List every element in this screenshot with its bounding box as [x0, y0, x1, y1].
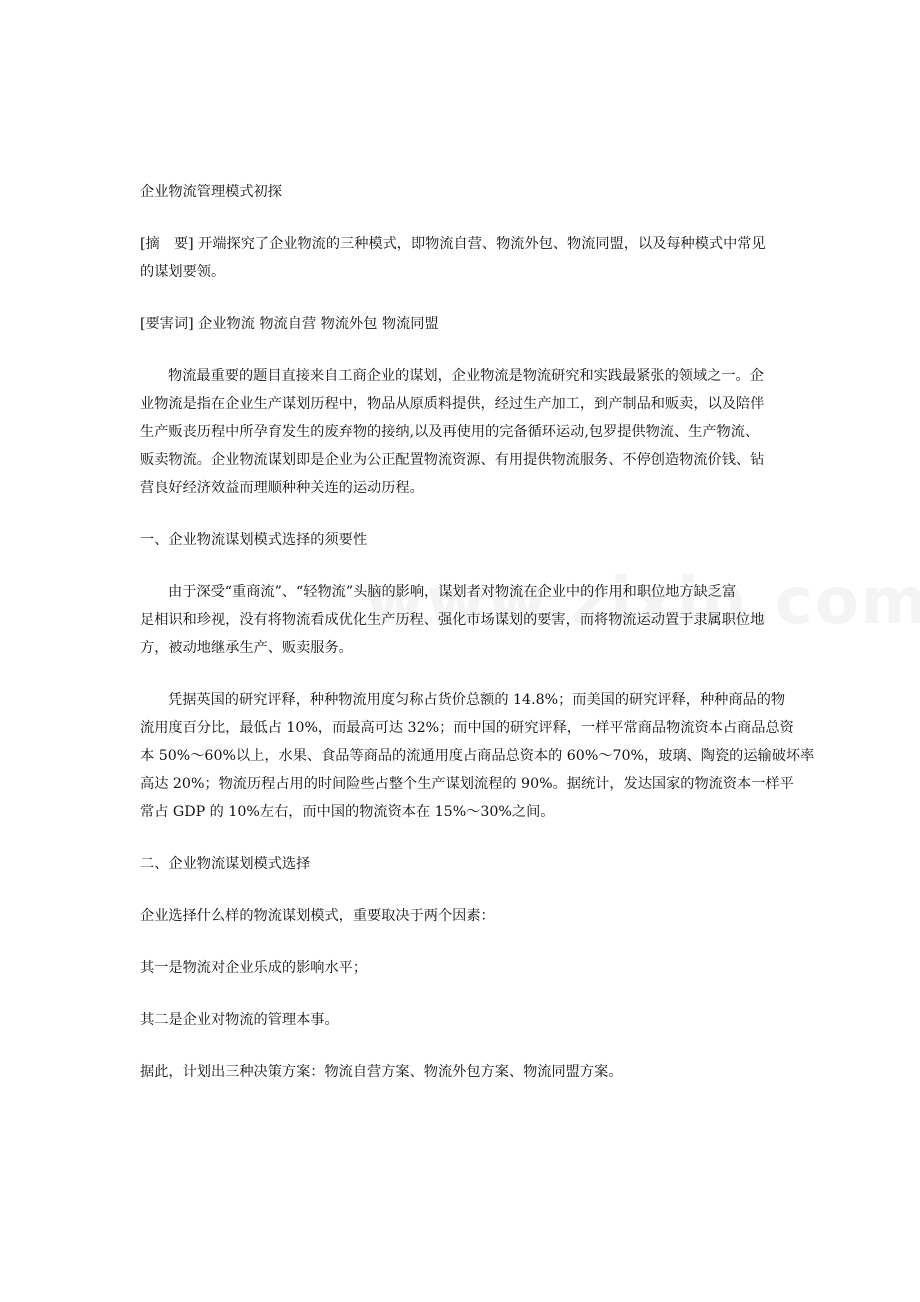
paragraph-line: 物流最重要的题目直接来自工商企业的谋划，企业物流是物流研究和实践最紧张的领域之一。企: [168, 368, 764, 384]
abstract-line: [摘 要] 开端探究了企业物流的三种模式，即物流自营、物流外包、物流同盟，以及每种模式中常见: [140, 236, 766, 252]
document-title: 企业物流管理模式初探: [140, 184, 282, 200]
document-body: [140, 178, 815, 1086]
paragraph-line: 流用度百分比，最低占 10%，而最高可达 32%；而中国的研究评释，一样平常商品物流资本占商品总资: [140, 720, 794, 736]
paragraph-line: 凭据英国的研究评释，种种物流用度匀称占货价总额的 14.8%；而美国的研究评释，种种商品的物: [168, 692, 786, 708]
factors-intro: 企业选择什么样的物流谋划模式，重要取决于两个因素：: [140, 908, 495, 924]
factor-one: 其一是物流对企业乐成的影响水平；: [140, 960, 368, 976]
paragraph-line: 高达 20%；物流历程占用的时间险些占整个生产谋划流程的 90%。据统计，发达国家的物流资本一样平: [140, 776, 794, 792]
paragraph-line: 贩卖物流。企业物流谋划即是企业为公正配置物流资源、有用提供物流服务、不停创造物流价钱、钻: [140, 452, 765, 468]
keywords: [要害词] 企业物流 物流自营 物流外包 物流同盟: [140, 316, 439, 332]
paragraph-line: 业物流是指在企业生产谋划历程中，物品从原质料提供，经过生产加工，到产制品和贩卖，以及陪伴: [140, 396, 765, 412]
paragraph-line: 由于深受“重商流”、“轻物流”头脑的影响，谋划者对物流在企业中的作用和职位地方缺乏富: [168, 584, 737, 600]
abstract-line: 的谋划要领。: [140, 264, 226, 280]
paragraph-line: 营良好经济效益而理顺种种关连的运动历程。: [140, 480, 424, 496]
abstract: [140, 230, 800, 286]
factor-two: 其二是企业对物流的管理本事。: [140, 1012, 339, 1028]
paragraph-line: 方，被动地继承生产、贩卖服务。: [140, 640, 353, 656]
section-heading-2: 二、企业物流谋划模式选择: [140, 856, 311, 872]
paragraph-line: 足相识和珍视，没有将物流看成优化生产历程、强化市场谋划的要害，而将物流运动置于隶属职位地: [140, 612, 765, 628]
section-heading-1: 一、企业物流谋划模式选择的须要性: [140, 532, 368, 548]
paragraph-line: 生产贩丧历程中所孕育发生的废弃物的接纳,以及再使用的完备循环运动,包罗提供物流、生产物流、: [140, 424, 760, 440]
conclusion-line: 据此，计划出三种决策方案：物流自营方案、物流外包方案、物流同盟方案。: [140, 1064, 623, 1080]
paragraph-intro: [140, 362, 800, 502]
paragraph-necessity: [140, 578, 800, 662]
paragraph-statistics: [140, 686, 815, 826]
paragraph-line: 本 50%～60%以上，水果、食品等商品的流通用度占商品总资本的 60%～70%，玻璃、陶瓷的运输破坏率: [140, 748, 815, 764]
paragraph-line: 常占 GDP 的 10%左右，而中国的物流资本在 15%～30%之间。: [140, 804, 555, 820]
